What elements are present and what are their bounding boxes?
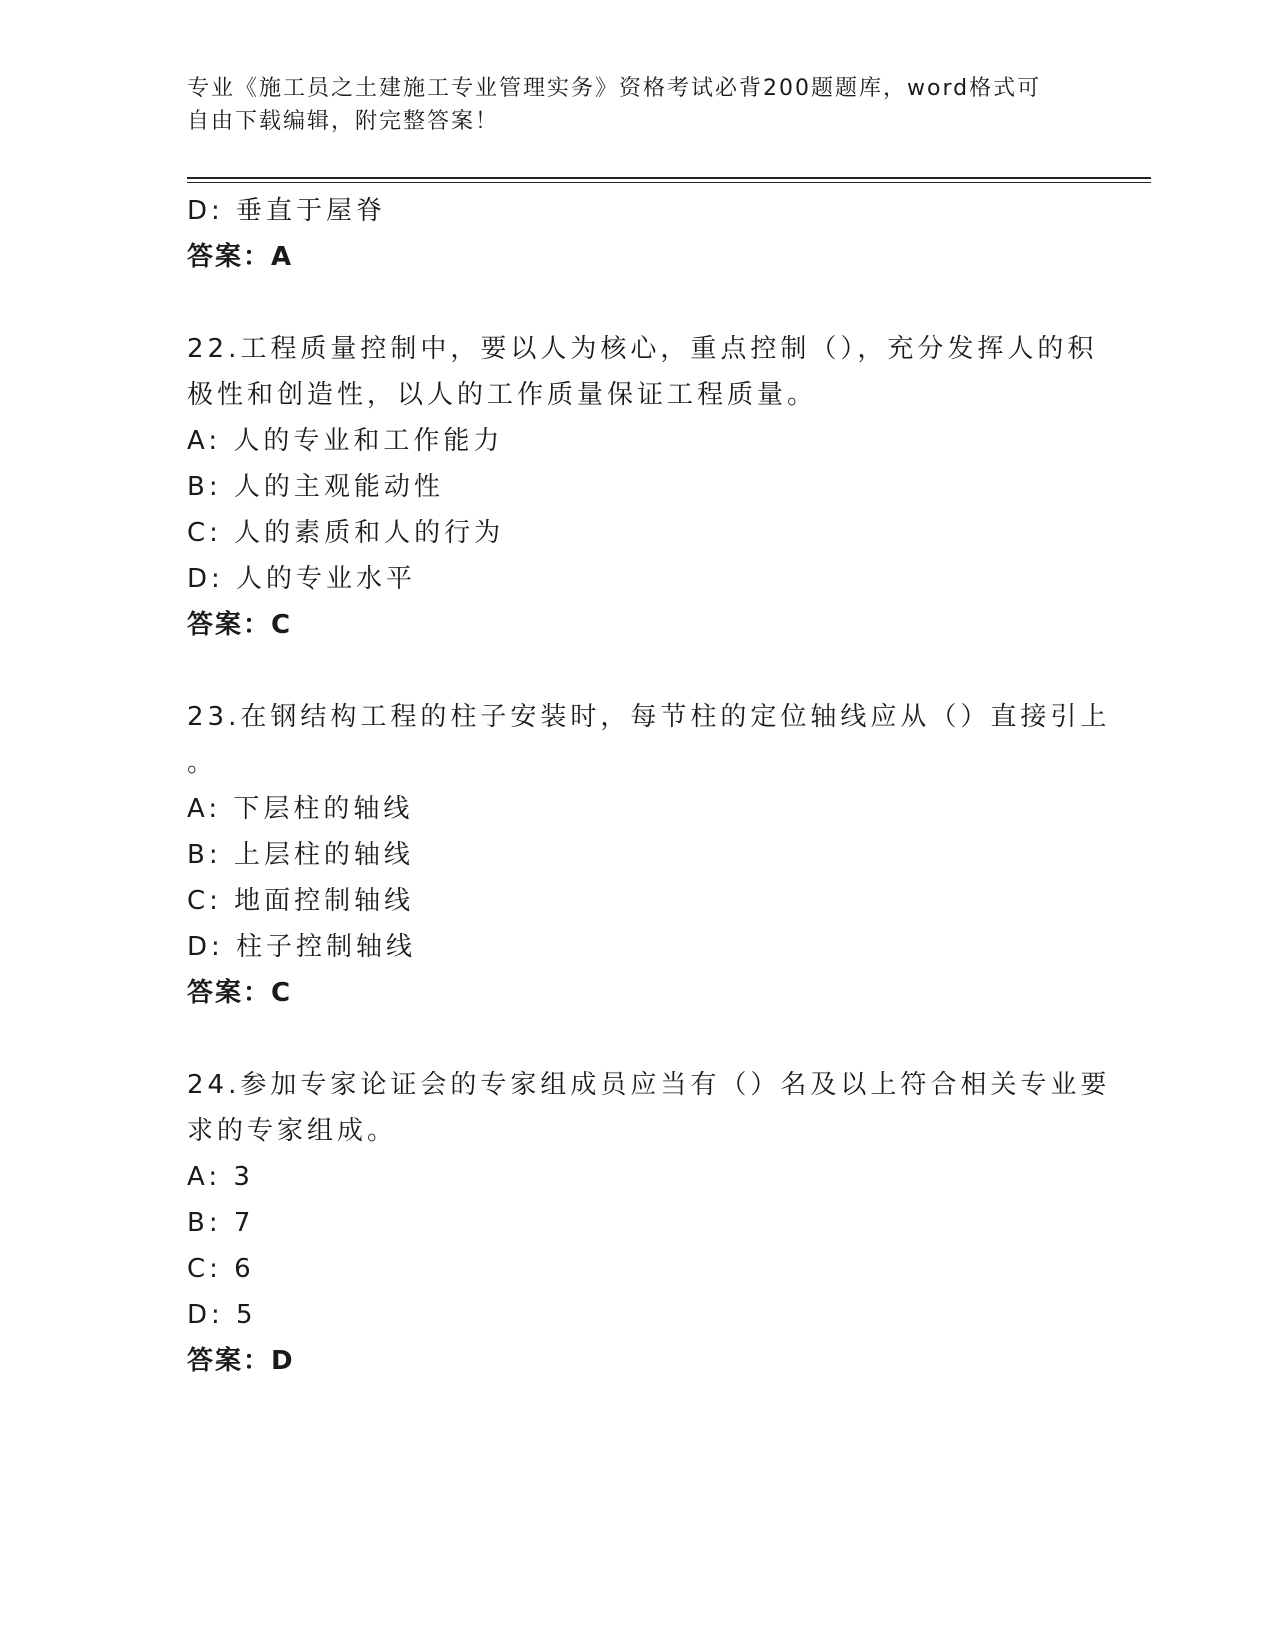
answer-line: 答案：C (187, 978, 293, 1008)
option-b: B: 人的主观能动性 (187, 472, 444, 502)
question-list (187, 188, 1111, 1384)
question-stem-line: 24.参加专家论证会的专家组成员应当有（）名及以上符合相关专业要 (187, 1070, 1111, 1100)
option-c: C: 地面控制轴线 (187, 886, 415, 916)
option-a: A: 3 (187, 1162, 254, 1192)
option-d: D: 5 (187, 1300, 257, 1330)
question-23 (187, 694, 1111, 1016)
spacer (187, 648, 1087, 694)
previous-question-tail (187, 188, 1087, 280)
option-c: C: 6 (187, 1254, 255, 1284)
option-c: C: 人的素质和人的行为 (187, 518, 505, 548)
spacer (187, 1016, 1087, 1062)
question-stem-line: 求的专家组成。 (187, 1116, 398, 1146)
option-a: A: 下层柱的轴线 (187, 794, 414, 824)
question-stem-line: 极性和创造性，以人的工作质量保证工程质量。 (187, 380, 818, 410)
header-line-1: 专业《施工员之土建施工专业管理实务》资格考试必背200题题库，word格式可 (187, 76, 1042, 101)
document-header (187, 72, 1067, 138)
spacer (187, 280, 1087, 326)
header-rule-thin (187, 182, 1151, 183)
question-22 (187, 326, 1098, 648)
question-stem-line: 23.在钢结构工程的柱子安装时，每节柱的定位轴线应从（）直接引上 (187, 702, 1111, 732)
option-d: D: 垂直于屋脊 (187, 196, 387, 226)
question-24 (187, 1062, 1111, 1384)
option-d: D: 人的专业水平 (187, 564, 417, 594)
option-a: A: 人的专业和工作能力 (187, 426, 504, 456)
answer-line: 答案：A (187, 242, 294, 272)
option-b: B: 上层柱的轴线 (187, 840, 414, 870)
option-b: B: 7 (187, 1208, 255, 1238)
question-stem-line: 22.工程质量控制中，要以人为核心，重点控制（），充分发挥人的积 (187, 334, 1098, 364)
header-rule-thick (187, 177, 1151, 179)
answer-line: 答案：C (187, 610, 293, 640)
answer-line: 答案：D (187, 1346, 295, 1376)
question-stem-line: 。 (187, 748, 218, 778)
option-d: D: 柱子控制轴线 (187, 932, 417, 962)
header-line-2: 自由下载编辑，附完整答案！ (187, 109, 500, 134)
